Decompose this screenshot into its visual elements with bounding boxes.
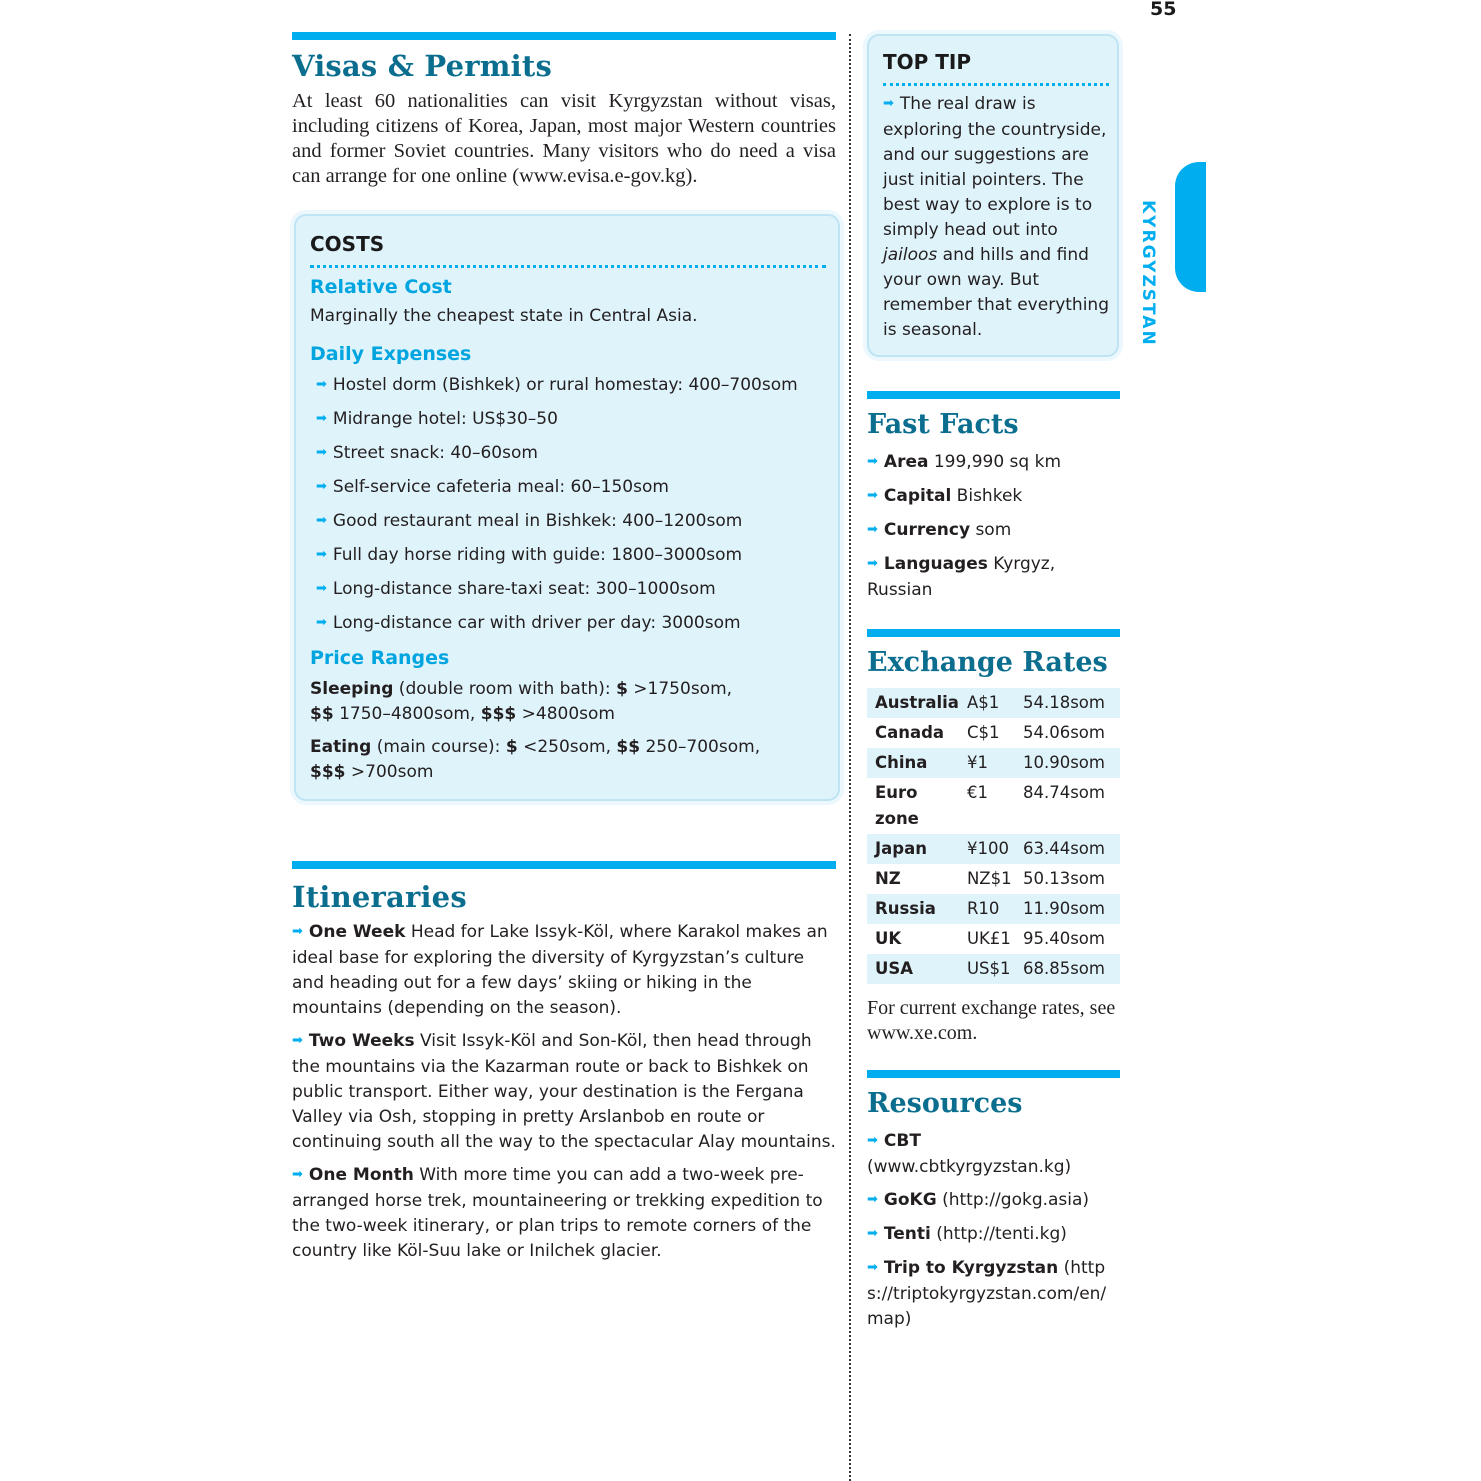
arrow-right-icon: ➡ [316,615,327,630]
list-item: ➡ Midrange hotel: US$30–50 [316,409,558,429]
list-item: ➡ Tenti (http://tenti.kg) [867,1224,1067,1244]
list-item: ➡ GoKG (http://gokg.asia) [867,1190,1090,1210]
arrow-right-icon: ➡ [867,1133,878,1148]
itineraries-list [292,920,836,1264]
list-item: ➡ Long-distance car with driver per day: 3000som [316,613,741,633]
arrow-right-icon: ➡ [316,411,327,426]
right-column [867,34,1120,1340]
table-row: Euro zone €1 84.74som [867,778,1120,834]
table-row: Australia A$1 54.18som [867,688,1120,718]
top-tip-heading: TOP TIP [883,50,1109,86]
section-rule [292,32,836,40]
relative-cost-text: Marginally the cheapest state in Central Asia. [310,306,698,326]
arrow-right-icon: ➡ [316,581,327,596]
list-item: ➡ Full day horse riding with guide: 1800–3000som [316,545,743,565]
list-item: ➡ Languages Kyrgyz, Russian [867,554,1056,600]
fast-facts-list [867,450,1120,603]
arrow-right-icon: ➡ [316,377,327,392]
table-row: NZ NZ$1 50.13som [867,864,1120,894]
list-item: ➡ Long-distance share-taxi seat: 300–1000som [316,579,716,599]
daily-expenses-list [310,373,826,637]
top-tip-text: ➡ The real draw is exploring the countryside, and our suggestions are just initial pointers. The best way to explore is to simply head out into jailoos and hills and find your own way. But remember that everything is seasonal. [883,94,1109,340]
costs-heading: COSTS [310,232,826,268]
arrow-right-icon: ➡ [867,488,878,503]
list-item: ➡ Self-service cafeteria meal: 60–150som [316,477,669,497]
table-row: Canada C$1 54.06som [867,718,1120,748]
arrow-right-icon: ➡ [867,1192,878,1207]
fast-facts-title: Fast Facts [867,409,1019,440]
exchange-rates-section [867,629,1120,1046]
arrow-right-icon: ➡ [316,479,327,494]
list-item: ➡ CBT (www.cbtkyrgyzstan.kg) [867,1131,1072,1177]
top-tip-box [867,34,1119,357]
page-number: 55 [1150,0,1177,20]
table-row: Russia R10 11.90som [867,894,1120,924]
resources-title: Resources [867,1088,1023,1119]
table-row: China ¥1 10.90som [867,748,1120,778]
section-rule [867,629,1120,637]
table-row: UK UK£1 95.40som [867,924,1120,954]
arrow-right-icon: ➡ [867,522,878,537]
left-column [292,32,836,1272]
section-rule [867,391,1120,399]
arrow-right-icon: ➡ [316,445,327,460]
chapter-side-label: KYRGYZSTAN [1138,200,1158,347]
costs-box [294,214,840,801]
list-item: ➡ Currency som [867,520,1012,540]
list-item: ➡ Good restaurant meal in Bishkek: 400–1200som [316,511,743,531]
arrow-right-icon: ➡ [316,547,327,562]
section-rule [292,861,836,869]
arrow-right-icon: ➡ [292,1167,303,1182]
visas-title: Visas & Permits [292,49,553,83]
arrow-right-icon: ➡ [292,1033,303,1048]
table-row: Japan ¥100 63.44som [867,834,1120,864]
arrow-right-icon: ➡ [867,1260,878,1275]
list-item: ➡ Area 199,990 sq km [867,452,1062,472]
list-item: ➡ Two Weeks Visit Issyk-Köl and Son-Köl, then head through the mountains via the Kazarman route or back to Bishkek on public transport. Either way, your destination is the Fergana Valley via Osh, stopping in pretty Arslanbob en route or continuing south all the way to the spectacular Alay mountains. [292,1031,836,1152]
list-item: ➡ Hostel dorm (Bishkek) or rural homestay: 400–700som [316,375,798,395]
arrow-right-icon: ➡ [867,1226,878,1241]
price-range-sleeping: Sleeping (double room with bath): $ >1750som, $$ 1750–4800som, $$$ >4800som [310,679,733,724]
visas-text: At least 60 nationalities can visit Kyrgyzstan without visas, including citizens of Korea, Japan, most major Western countries and former Soviet countries. Many visitors who do need a visa can arrange for one online (www.evisa.e-gov.kg). [292,90,836,187]
arrow-right-icon: ➡ [867,454,878,469]
itineraries-title: Itineraries [292,880,467,914]
exchange-rates-title: Exchange Rates [867,647,1108,678]
visas-section [292,32,836,189]
arrow-right-icon: ➡ [883,96,894,111]
list-item: ➡ Capital Bishkek [867,486,1023,506]
arrow-right-icon: ➡ [867,556,878,571]
arrow-right-icon: ➡ [292,924,303,939]
list-item: ➡ One Week Head for Lake Issyk-Köl, where Karakol makes an ideal base for exploring the diversity of Kyrgyzstan’s culture and heading out for a few days’ skiing or hiking in the mountains (depending on the season). [292,922,828,1018]
price-ranges-title: Price Ranges [310,647,450,669]
resources-list [867,1129,1120,1332]
list-item: ➡ Street snack: 40–60som [316,443,538,463]
column-divider [849,34,851,1481]
itineraries-section [292,861,836,1264]
relative-cost-title: Relative Cost [310,276,452,298]
exchange-rates-note: For current exchange rates, see www.xe.com. [867,997,1116,1044]
list-item: ➡ One Month With more time you can add a two-week pre-arranged horse trek, mountaineering or trekking expedition to the two-week itinerary, or plan trips to remote corners of the country like Köl-Suu lake or Inilchek glacier. [292,1165,823,1261]
price-range-eating: Eating (main course): $ <250som, $$ 250–700som, $$$ >700som [310,737,761,782]
chapter-side-tab [1175,162,1206,292]
exchange-rates-table [867,688,1120,984]
daily-expenses-title: Daily Expenses [310,343,472,365]
list-item: ➡ Trip to Kyrgyzstan (https://triptokyrgyzstan.com/en/map) [867,1258,1107,1329]
table-row: USA US$1 68.85som [867,954,1120,984]
arrow-right-icon: ➡ [316,513,327,528]
resources-section [867,1070,1120,1332]
fast-facts-section [867,391,1120,603]
section-rule [867,1070,1120,1078]
